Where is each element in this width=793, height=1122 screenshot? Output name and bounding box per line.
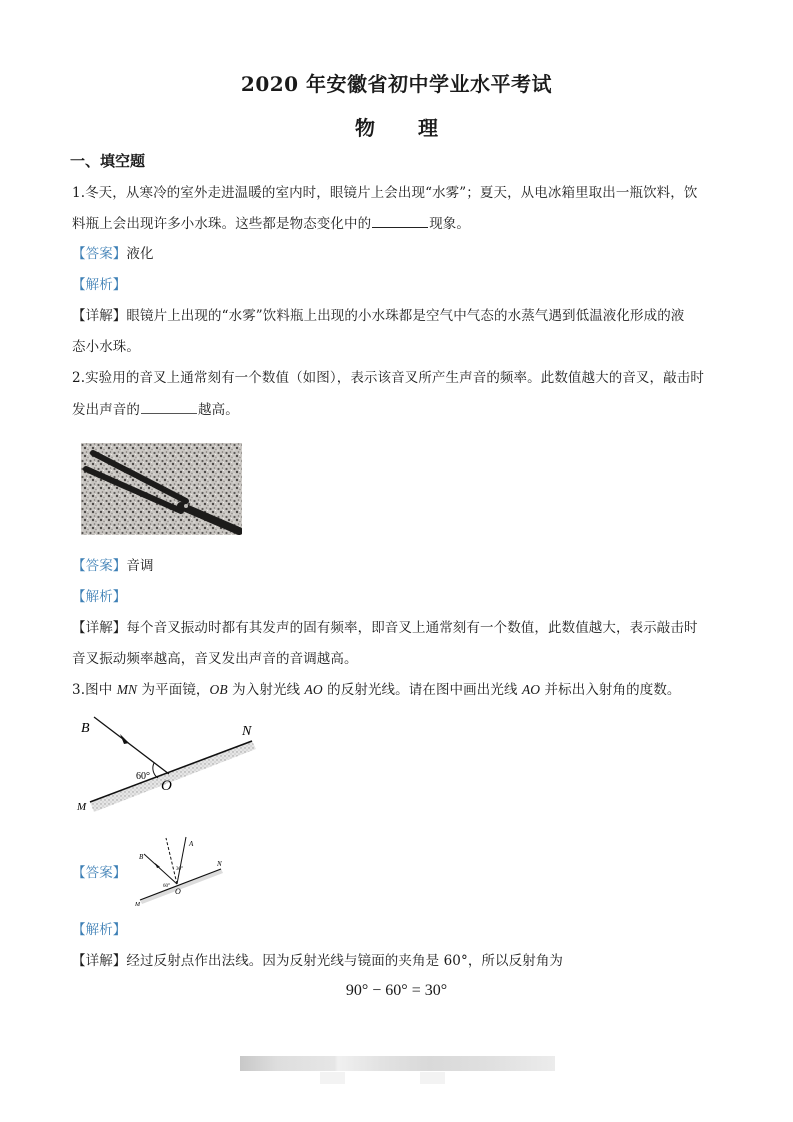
q3-text-part: 图中 — [85, 682, 117, 698]
q2-text-line2 — [72, 400, 732, 419]
q2-text-line1: 2.实验用的音叉上通常刻有一个数值（如图），表示该音叉所产生声音的频率。此数值越大的音叉，敲击时 — [72, 370, 704, 386]
answer-label-o: O — [175, 887, 181, 896]
q3-text-part: 为入射光线 — [227, 682, 305, 698]
answer-label-angle-30: 30° — [176, 867, 183, 872]
answer-mirror-diagram — [133, 832, 228, 908]
q2-detail-line1 — [72, 619, 732, 637]
detail-tag: 【详解】 — [72, 620, 127, 636]
mirror-diagram — [72, 715, 272, 825]
analysis-tag: 【解析】 — [72, 922, 127, 938]
blurred-footer-mark — [320, 1072, 345, 1084]
q1-detail-line2: 态小水珠。 — [72, 339, 140, 355]
q2-answer-blank — [141, 400, 197, 414]
label-o: O — [161, 778, 172, 794]
label-n: N — [242, 724, 252, 739]
detail-tag: 【详解】 — [72, 953, 127, 969]
answer-label-n: N — [217, 860, 222, 868]
answer-tag: 【答案】 — [72, 246, 127, 262]
label-angle-60: 60° — [136, 771, 150, 782]
q2-answer: 音调 — [126, 558, 154, 574]
q3-text-part: 的反射光线。请在图中画出光线 — [322, 682, 522, 698]
q1-detail-text: 眼镜片上出现的“水雾”饮料瓶上出现的小水珠都是空气中气态的水蒸气遇到低温液化形成的液 — [126, 308, 685, 324]
detail-tag: 【详解】 — [72, 308, 127, 324]
answer-tag: 【答案】 — [72, 865, 127, 881]
section-heading: 一、填空题 — [70, 152, 146, 170]
blurred-footer-watermark — [240, 1056, 555, 1071]
q3-var-ao: AO — [521, 682, 541, 697]
mirror-reflection-figure — [72, 715, 272, 825]
q1-text-line1: 1.冬天，从寒冷的室外走进温暖的室内时，眼镜片上会出现“水雾”；夏天，从电冰箱里取出一瓶饮料，饮 — [72, 185, 698, 201]
q3-var-ob: OB — [209, 682, 228, 697]
q3-var-ao: AO — [304, 682, 323, 697]
q1-answer-row — [72, 245, 732, 263]
label-m: M — [77, 801, 87, 813]
q1-text-after-blank: 现象。 — [429, 216, 471, 232]
answer-label-angle-60: 60° — [163, 884, 170, 889]
q1-answer: 液化 — [126, 246, 154, 262]
q2-detail-line2: 音叉振动频率越高，音叉发出声音的音调越高。 — [72, 651, 358, 667]
document-title: 2020 年安徽省初中学业水平考试 — [240, 72, 553, 96]
document-subject: 物 理 — [355, 116, 456, 140]
tuning-fork-photo — [81, 443, 242, 535]
q1-analysis-row — [72, 276, 732, 294]
q3-analysis-row — [72, 921, 732, 939]
q3-detail-text: 经过反射点作出法线。因为反射光线与镜面的夹角是 60°，所以反射角为 — [126, 953, 564, 969]
q3-text — [72, 681, 732, 699]
label-b: B — [81, 721, 90, 736]
q2-text-before-blank: 发出声音的 — [72, 402, 140, 418]
q3-formula: 90° − 60° = 30° — [345, 982, 448, 999]
q3-detail-line — [72, 952, 732, 970]
answer-diagram-figure — [133, 832, 228, 908]
q1-answer-blank — [372, 214, 428, 228]
q3-text-part: 为平面镜， — [137, 682, 210, 698]
q2-answer-row — [72, 557, 732, 575]
answer-label-m: M — [135, 902, 140, 908]
q2-text-after-blank: 越高。 — [198, 402, 239, 418]
q2-analysis-row — [72, 588, 732, 606]
q3-number: 3. — [72, 682, 86, 698]
answer-label-b: B — [139, 853, 144, 861]
q1-text-line2 — [72, 214, 732, 233]
analysis-tag: 【解析】 — [72, 277, 127, 293]
q3-var-mn: MN — [116, 682, 138, 697]
q3-text-part: 并标出入射角的度数。 — [540, 682, 681, 698]
q1-text-before-blank: 料瓶上会出现许多小水珠。这些都是物态变化中的 — [72, 216, 372, 232]
q1-detail-line1 — [72, 307, 732, 325]
analysis-tag: 【解析】 — [72, 589, 127, 605]
tuning-fork-figure — [81, 443, 242, 535]
blurred-footer-mark — [420, 1072, 445, 1084]
q2-detail-text: 每个音叉振动时都有其发声的固有频率，即音叉上通常刻有一个数值，此数值越大，表示敲击时 — [126, 620, 698, 636]
answer-tag: 【答案】 — [72, 558, 127, 574]
answer-label-a: A — [189, 840, 194, 848]
